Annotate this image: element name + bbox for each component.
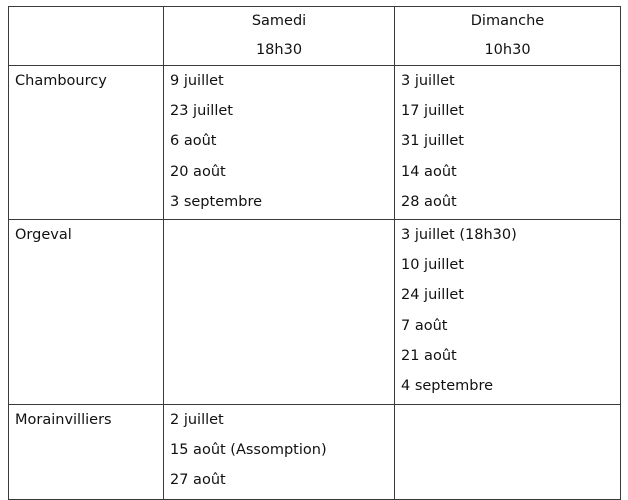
date-item: 14 août [401, 163, 457, 180]
samedi-dates-chambourcy [164, 66, 395, 220]
date-item: 27 août [170, 472, 226, 489]
header-time-samedi: 18h30 [255, 42, 303, 58]
date-item: 2 juillet [170, 412, 224, 428]
date-item: 20 août [170, 163, 226, 180]
date-item: 15 août (Assomption) [170, 442, 327, 459]
town-orgeval: Orgeval [9, 220, 164, 405]
header-samedi-cell [164, 7, 395, 66]
date-item: 28 août [401, 193, 457, 210]
date-item: 24 juillet [401, 287, 464, 304]
date-item: 4 septembre [401, 378, 494, 395]
date-item: 10 juillet [401, 257, 464, 274]
dimanche-dates-morainvilliers [395, 405, 621, 500]
samedi-dates-orgeval [164, 220, 395, 405]
samedi-dates-morainvilliers [164, 405, 395, 500]
date-item: 3 juillet [401, 73, 455, 89]
header-day-dimanche: Dimanche [470, 13, 545, 29]
date-item: 21 août [401, 347, 457, 364]
town-chambourcy: Chambourcy [9, 66, 164, 220]
table-row-orgeval [9, 220, 621, 405]
date-item: 7 août [401, 317, 448, 334]
date-item: 31 juillet [401, 133, 464, 150]
table-row-morainvilliers [9, 405, 621, 500]
dimanche-dates-orgeval [395, 220, 621, 405]
town-morainvilliers: Morainvilliers [9, 405, 164, 500]
header-empty-cell [9, 7, 164, 66]
date-item: 9 juillet [170, 73, 224, 89]
dimanche-dates-chambourcy [395, 66, 621, 220]
date-item: 17 juillet [401, 103, 464, 120]
header-row [9, 7, 621, 66]
header-day-samedi: Samedi [251, 13, 307, 29]
header-dimanche-cell [395, 7, 621, 66]
schedule-table [8, 6, 621, 500]
date-item: 23 juillet [170, 103, 233, 120]
date-item: 6 août [170, 133, 217, 150]
date-item: 3 juillet (18h30) [401, 227, 517, 243]
header-time-dimanche: 10h30 [484, 42, 531, 58]
date-item: 3 septembre [170, 193, 263, 210]
table-row-chambourcy [9, 66, 621, 220]
